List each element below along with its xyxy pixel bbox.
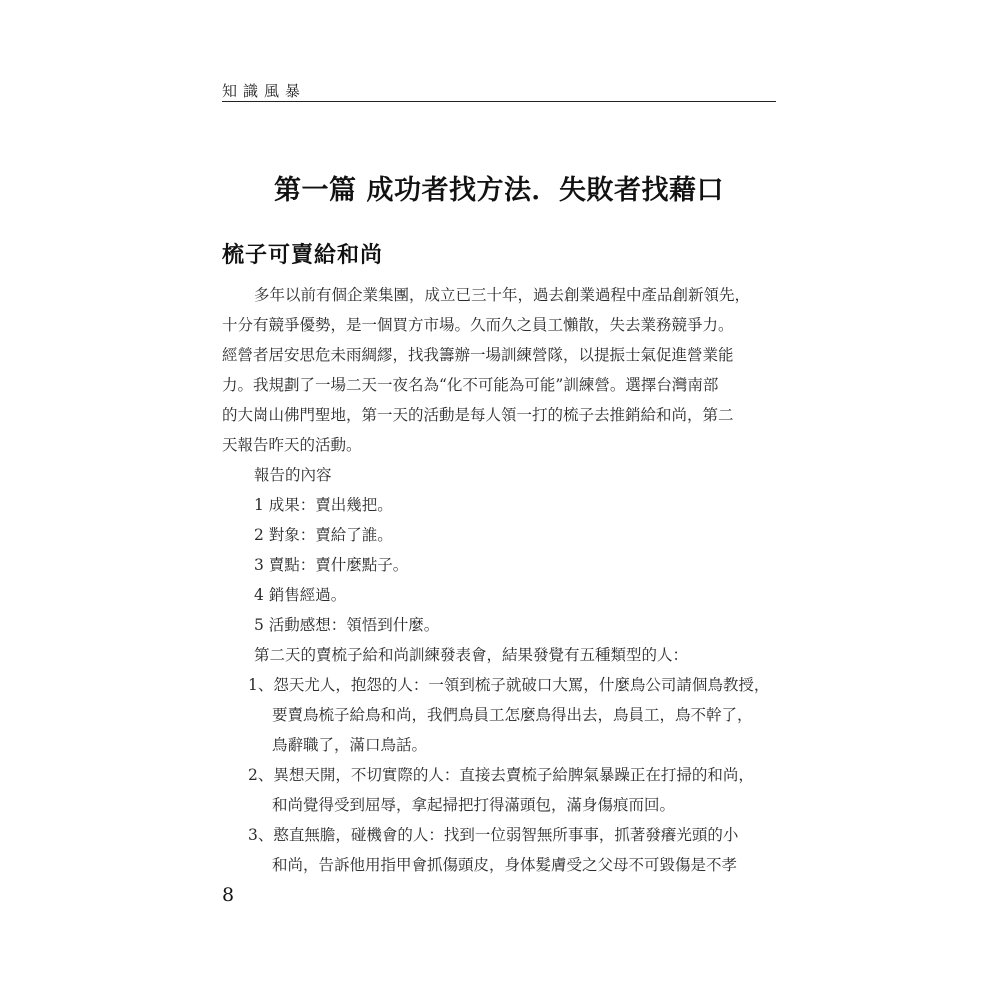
report-item: 5 活動感想：領悟到什麼。: [254, 616, 440, 634]
chapter-title: 第一篇 成功者找方法．失敗者找藉口: [274, 175, 724, 206]
report-item: 4 銷售經過。: [254, 586, 347, 604]
report-item: 1 成果：賣出幾把。: [254, 496, 393, 514]
paragraph-line: 多年以前有個企業集團，成立已三十年，過去創業過程中產品創新領先，: [254, 286, 751, 304]
report-item: 3 賣點：賣什麼點子。: [254, 556, 409, 574]
report-heading: 報告的內容: [254, 466, 332, 484]
paragraph-line: 力。我規劃了一場二天一夜名為“化不可能為可能”訓練營。選擇台灣南部: [222, 376, 719, 394]
paragraph-line: 十分有競爭優勢，是一個買方市場。久而久之員工懶散，失去業務競爭力。: [222, 316, 734, 334]
paragraph-line: 的大崗山佛門聖地，第一天的活動是每人領一打的梳子去推銷給和尚，第二: [222, 406, 734, 424]
type-item-line: 鳥辭職了，滿口鳥話。: [272, 736, 428, 754]
type-item-line: 和尚覺得受到屈辱，拿起掃把打得滿頭包，滿身傷痕而回。: [272, 796, 676, 814]
paragraph-line: 天報告昨天的活動。: [222, 436, 362, 454]
type-item-line: 1、怨天尤人，抱怨的人：一領到梳子就破口大罵，什麼鳥公司請個鳥教授，: [248, 676, 770, 694]
running-head: 知識風暴: [222, 82, 307, 100]
report-item: 2 對象：賣給了誰。: [254, 526, 393, 544]
type-item-line: 3、憨直無膽，碰機會的人：找到一位弱智無所事事，抓著發癢光頭的小: [248, 826, 739, 844]
type-item-line: 和尚，告訴他用指甲會抓傷頭皮，身体髮膚受之父母不可毀傷是不孝: [272, 856, 738, 874]
paragraph-line: 經營者居安思危未雨綢繆，找我籌辦一場訓練營隊，以提振士氣促進營業能: [222, 346, 734, 364]
type-item-line: 要賣鳥梳子給鳥和尚，我們鳥員工怎麼鳥得出去，鳥員工，鳥不幹了，: [272, 706, 753, 724]
page-number: 8: [222, 884, 235, 906]
type-item-line: 2、異想天開，不切實際的人：直接去賣梳子給脾氣暴躁正在打掃的和尚，: [248, 766, 754, 784]
header-rule: [222, 101, 776, 102]
paragraph-line: 第二天的賣梳子給和尚訓練發表會，結果發覺有五種類型的人：: [254, 646, 689, 664]
section-title: 梳子可賣給和尚: [222, 242, 384, 268]
